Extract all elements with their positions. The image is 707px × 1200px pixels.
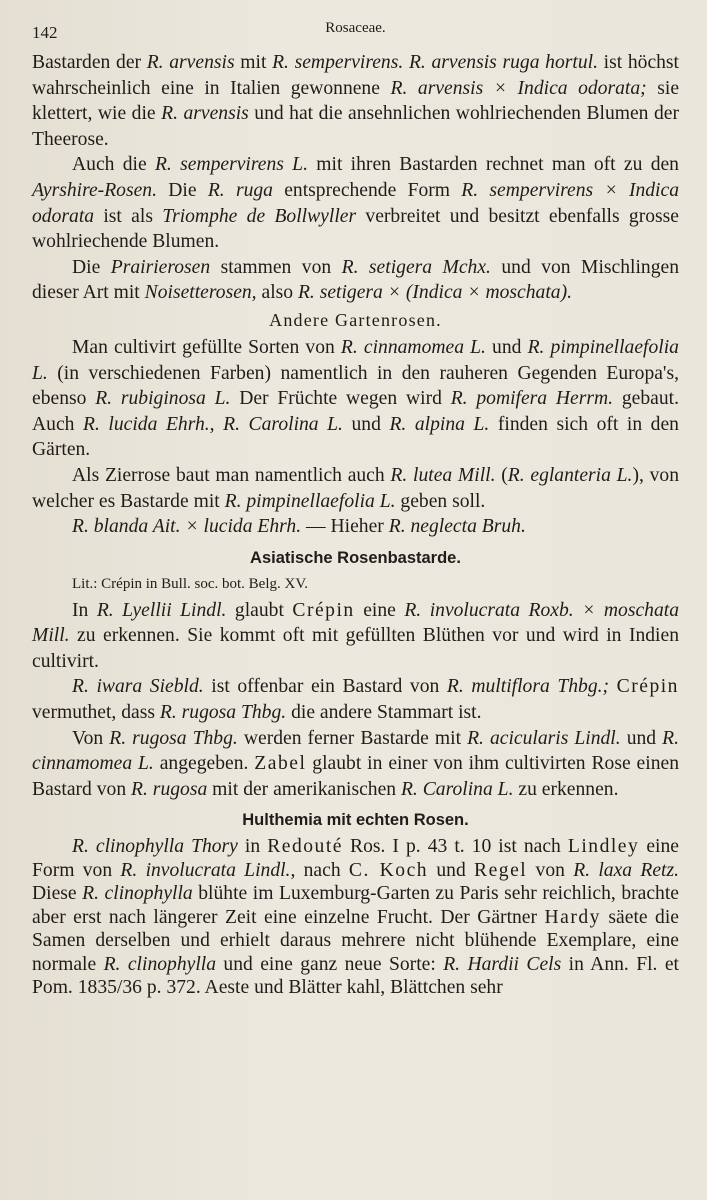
paragraph-6: R. blanda Ait. × lucida Ehrh. — Hieher R. neglecta Bruh. xyxy=(72,516,526,538)
paragraph-8: R. iwara Siebld. ist offenbar ein Bastard von R. multiflora Thbg.; Crépin vermuthet, dass R. rugosa Thbg. die andere Stammart ist. xyxy=(32,676,679,724)
section-heading-hulthemia: Hulthemia mit echten Rosen. xyxy=(242,811,469,830)
paragraph-7: In R. Lyellii Lindl. glaubt Crépin eine R. involucrata Roxb. × moschata Mill. zu erkennen. Sie kommt oft mit gefüllten Blüthen vor und wird in Indien cultivirt. xyxy=(32,599,679,672)
page-number: 142 xyxy=(32,23,58,42)
paragraph-9: Von R. rugosa Thbg. werden ferner Bastarde mit R. acicularis Lindl. und R. cinnamomea L. angegeben. Zabel glaubt in einer von ihm cultivirten Rose einen Bastard von R. rugosa mit der amerikanischen R. Carolina L. zu erkennen. xyxy=(32,727,679,800)
paragraph-4: Man cultivirt gefüllte Sorten von R. cinnamomea L. und R. pimpinellaefolia L. (in verschiedenen Farben) namentlich in den rauheren Gegenden Europa's, ebenso R. rubiginosa L. Der Früchte wegen wird R. pomifera Herrm. gebaut. Auch R. lucida Ehrh., R. Carolina L. und R. alpina L. finden sich oft in den Gärten. xyxy=(32,336,679,461)
paragraph-2: Auch die R. sempervirens L. mit ihren Bastarden rechnet man oft zu den Ayrshire-Rosen. Die R. ruga entsprechende Form R. sempervirens × Indica odorata ist als Triomphe de Bollwyller verbreitet und besitzt ebenfalls grosse wohlriechende Blumen. xyxy=(32,154,679,253)
paragraph-1: Bastarden der R. arvensis mit R. sempervirens. R. arvensis ruga hortul. ist höchst wahrscheinlich eine in Italien gewonnene R. arvensis × Indica odorata; sie klettert, wie die R. arvensis und hat die ansehnlichen wohlriechenden Blumen der Theerose. xyxy=(32,52,680,150)
literature-reference: Lit.: Crépin in Bull. soc. bot. Belg. XV. xyxy=(72,575,308,592)
paragraph-5: Als Zierrose baut man namentlich auch R. lutea Mill. (R. eglanteria L.), von welcher es Bastarde mit R. pimpinellaefolia L. geben soll. xyxy=(32,464,679,512)
running-header xyxy=(32,20,679,50)
paragraph-3: Die Prairierosen stammen von R. setigera Mchx. und von Mischlingen dieser Art mit Noisetterosen, also R. setigera × (Indica × moschata). xyxy=(32,256,679,304)
section-heading-asiatische-rosenbastarde: Asiatische Rosenbastarde. xyxy=(250,548,461,567)
section-heading-andere-gartenrosen: Andere Gartenrosen. xyxy=(269,309,442,330)
paragraph-10: R. clinophylla Thory in Redouté Ros. I p. 43 t. 10 ist nach Lindley eine Form von R. involucrata Lindl., nach C. Koch und Regel von R. laxa Retz. Diese R. clinophylla blühte im Luxemburg-Garten zu Paris sehr reichlich, brachte aber erst nach längerer Zeit eine einzelne Frucht. Der Gärtner Hardy säete die Samen derselben und erhielt daraus mehrere nicht blühende Exemplare, eine normale R. clinophylla und eine ganz neue Sorte: R. Hardii Cels in Ann. Fl. et Pom. 1835/36 p. 372. Aeste und Blätter kahl, Blättchen sehr xyxy=(32,836,679,999)
running-title: Rosaceae. xyxy=(325,20,386,36)
